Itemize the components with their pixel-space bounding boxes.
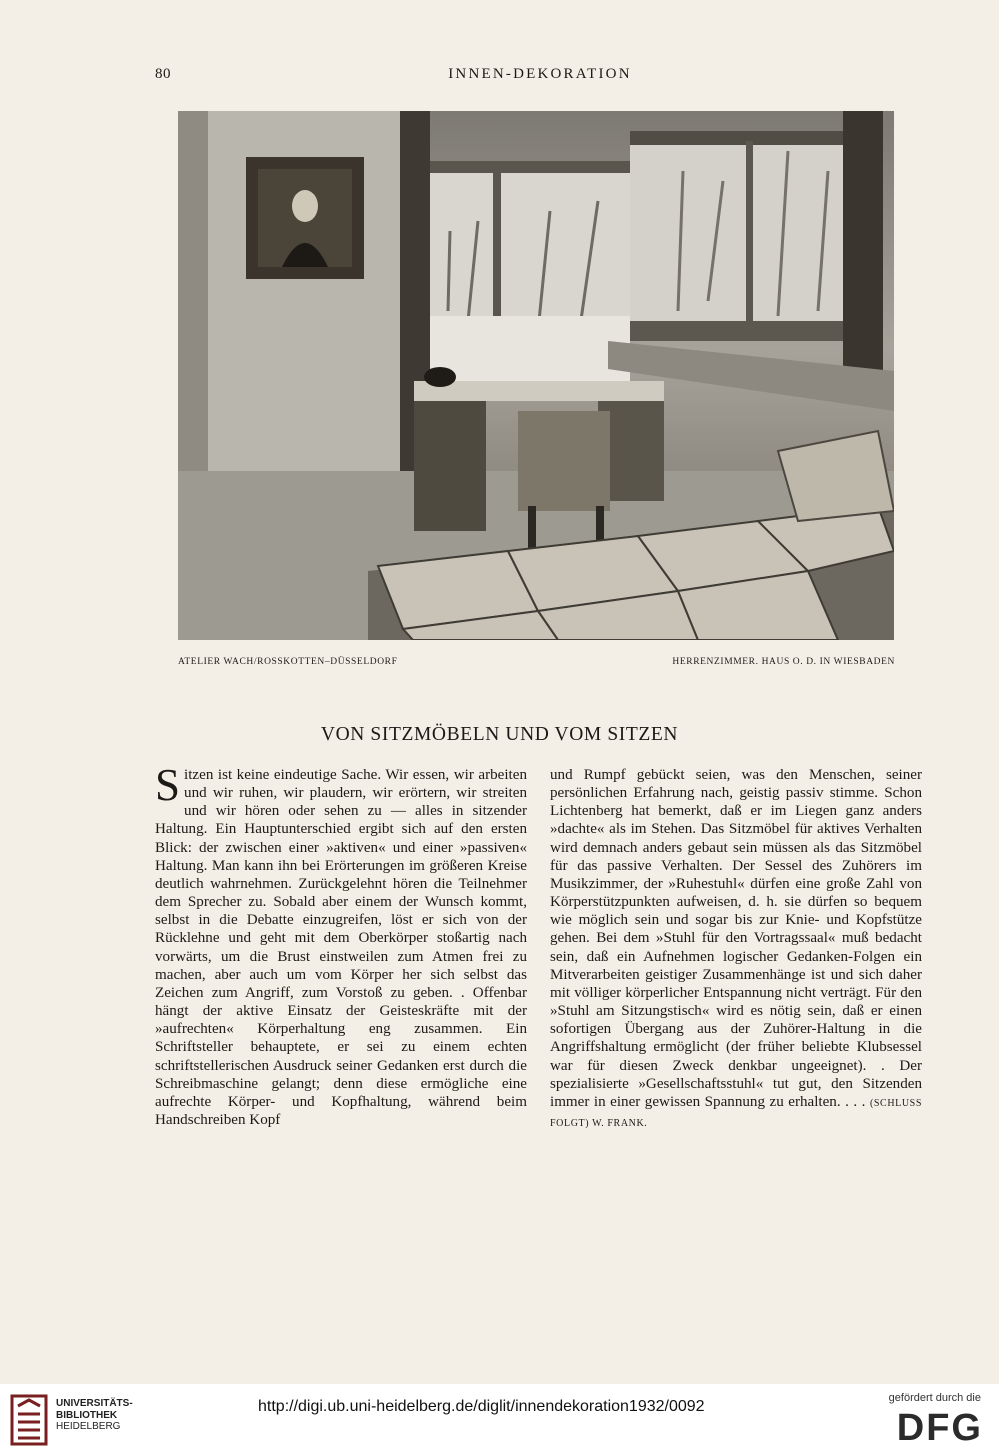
interior-photo — [178, 111, 894, 640]
library-line-1: UNIVERSITÄTS- — [56, 1398, 133, 1409]
university-library-logo-icon — [8, 1392, 50, 1448]
right-column-text: und Rumpf gebückt seien, was den Menschen, seiner persönlichen Erfahrung nach, geistig passiv stimme. Schon Lichtenberg hat bemerkt, daß er im Liegen ganz anders »dachte« als im Stehen. Das Sitzmöbel für aktives Verhalten wird demnach anders gebaut sein müssen als das Sitzmöbel für das passive Verhalten. Der Sessel des Zuhörers im Musikzimmer, der »Ruhestuhl« dürfen eine große Zahl von Körperstützpunkten aufweisen, d. h. sie dürfen so bequem wie möglich sein und sogar bis zur Knie- und Kopfstütze gehen. Bei dem »Stuhl für den Vortragssaal« muß bedacht sein, daß ein Aufnehmen logischer Gedanken-Folgen ein Mitverarbeiten geistiger Zusammenhänge ist und sich daher mit völliger körperlicher Entspannung nicht verträgt. Für den »Stuhl am Sitzungstisch« wird es nötig sein, daß er einen sofortigen Übergang aus der Zuhörer-Haltung in die Angriffshaltung ermöglicht (der früher beliebte Klubsessel war für diesen Zweck denkbar ungeeignet). . Der spezialisierte »Gesellschaftsstuhl« tut gut, den Sitzenden immer in einer gewissen Spannung zu erhalten. . . . — [550, 767, 922, 1110]
photo-caption: HERRENZIMMER. HAUS O. D. IN WIESBADEN — [672, 657, 895, 667]
left-column-text: itzen ist keine eindeutige Sache. Wir essen, wir arbeiten und wir ruhen, wir plaudern, wir erörtern, wir streiten und wir hören oder sehen zu — alles in sitzender Haltung. Ein Hauptunterschied ergibt sich auf den ersten Blick: der zwischen einer »aktiven« und einer »passiven« Haltung. Man kann ihn bei Erörterungen im größeren Kreise deutlich wahrnehmen. Zurückgelehnt hören die Teilnehmer dem Sprecher zu. Sobald aber einem der Wunsch kommt, selbst in die Debatte einzugreifen, löst er sich von der Rücklehne und geht mit dem Oberkörper stoßartig nach vorwärts, um die Brust einstweilen zum Atmen frei zu machen, aber auch um vom Körper her sich selbst das Zeichen zum Angriff, zum Vorstoß zu geben. . Offenbar hängt der aktive Einsatz der Geisteskräfte mit der »aufrechten« Körperhaltung eng zusammen. Ein Schriftsteller behauptete, er sei zu einem echten schriftstellerischen Ausdruck seiner Gedanken erst durch die Schreibmaschine gelangt; denn diese ermögliche eine aufrechte Körper- und Kopfhaltung, während beim Handschreiben Kopf — [155, 767, 527, 1128]
column-right — [550, 766, 922, 1133]
desk — [414, 401, 486, 531]
source-url[interactable]: http://digi.ub.uni-heidelberg.de/diglit/innendekoration1932/0092 — [258, 1398, 705, 1415]
running-title: INNEN-DEKORATION — [448, 66, 632, 82]
dfg-logo: DFG — [896, 1407, 983, 1449]
article-title: VON SITZMÖBELN UND VOM SITZEN — [320, 724, 679, 745]
digitization-footer — [0, 1384, 999, 1455]
signoff: (SCHLUSS FOLGT) W. FRANK. — [550, 1097, 922, 1129]
drop-cap: S — [155, 760, 181, 810]
chair — [518, 411, 610, 511]
column-left — [155, 760, 527, 1129]
library-line-2: BIBLIOTHEK — [56, 1409, 118, 1421]
photo-credit: ATELIER WACH/ROSSKOTTEN–DÜSSELDORF — [178, 657, 398, 667]
page-header — [155, 66, 925, 90]
page-number: 80 — [155, 66, 171, 82]
photo-illustration — [178, 111, 894, 640]
library-name — [56, 1398, 133, 1433]
library-line-3: HEIDELBERG — [56, 1421, 121, 1432]
funded-by-text: gefördert durch die — [888, 1392, 981, 1404]
